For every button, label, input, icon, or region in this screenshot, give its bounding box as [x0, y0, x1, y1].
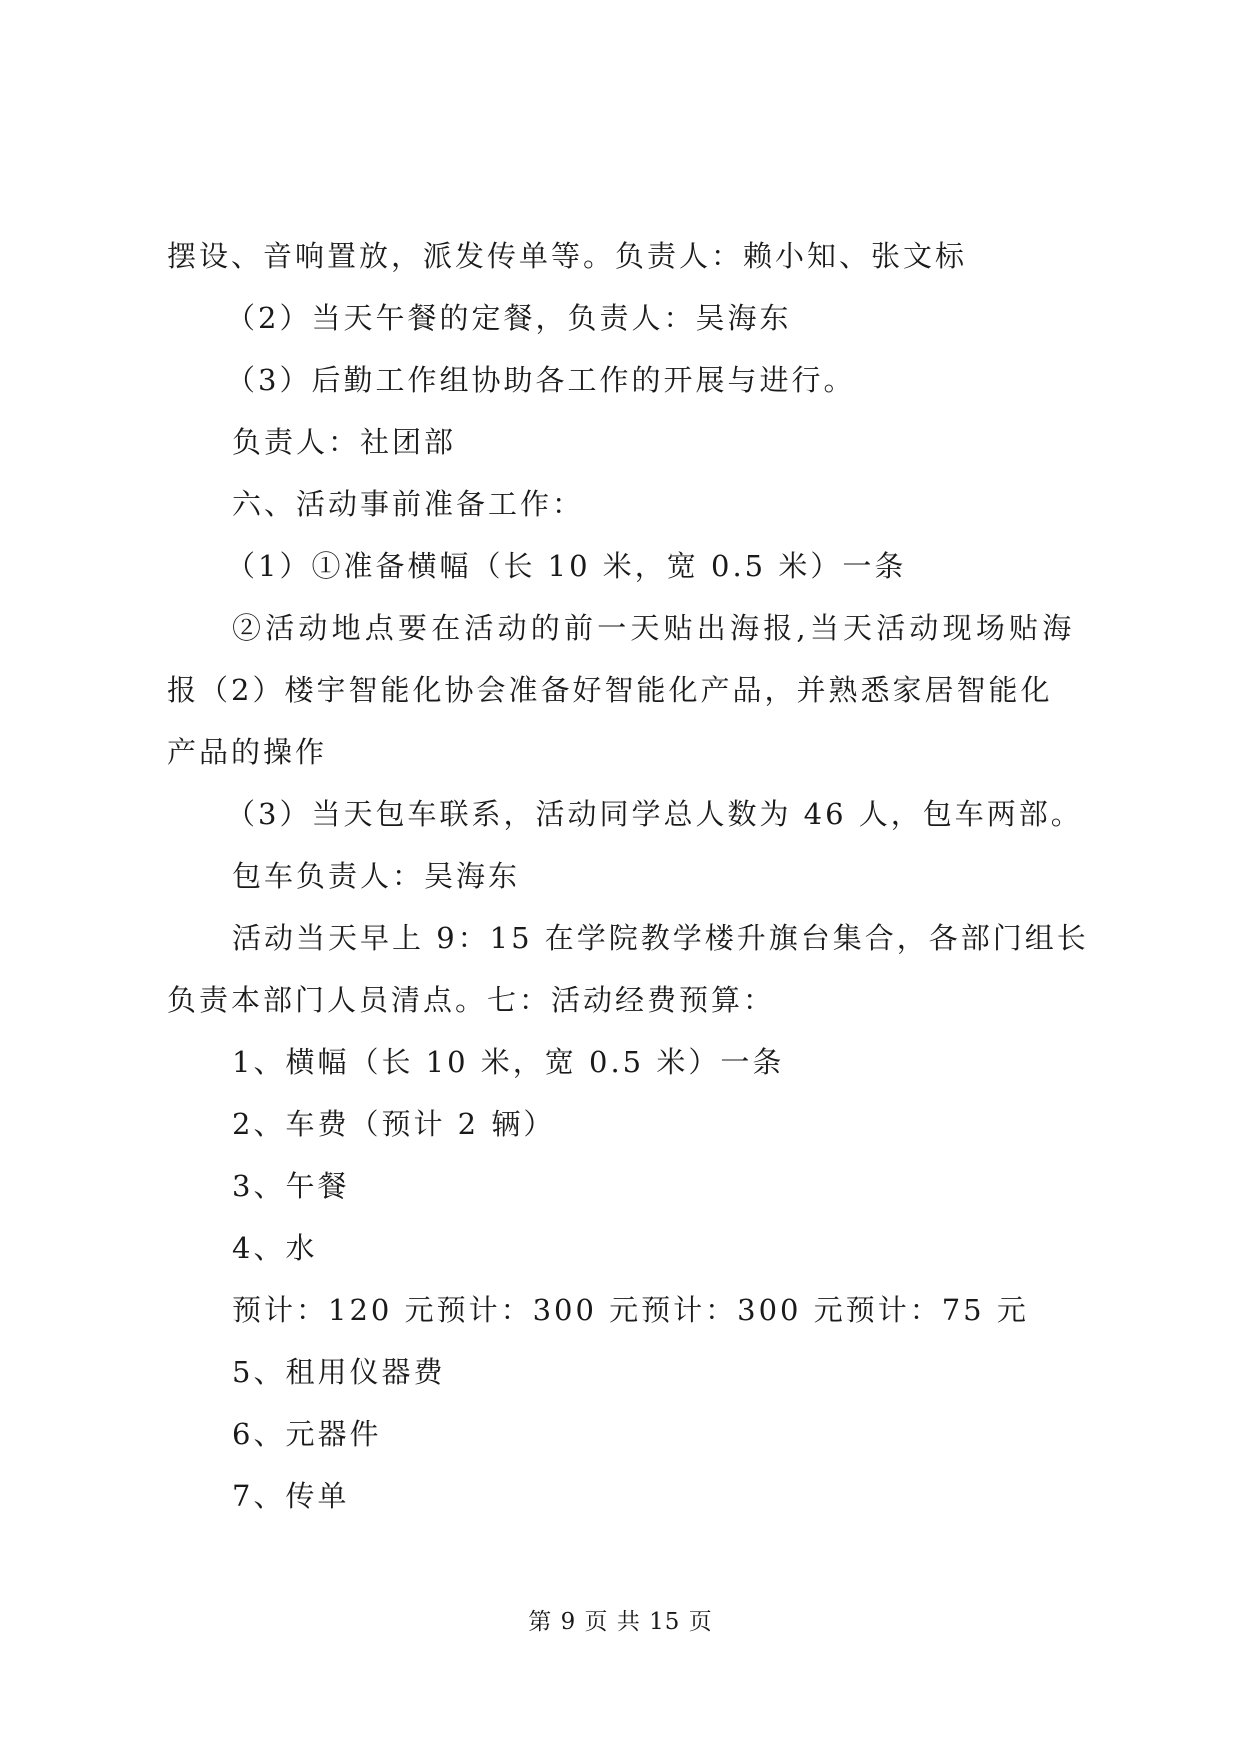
- text-line: 包车负责人：吴海东: [232, 859, 521, 893]
- list-item: 4、水: [232, 1231, 318, 1265]
- page-number-footer: 第 9 页 共 15 页: [528, 1609, 713, 1635]
- text-line: ②活动地点要在活动的前一天贴出海报,当天活动现场贴海: [232, 611, 1076, 645]
- text-line: （1）①准备横幅（长 10 米，宽 0.5 米）一条: [226, 549, 907, 583]
- text-line: 负责人：社团部: [232, 425, 457, 459]
- text-line: 摆设、音响置放，派发传单等。负责人：赖小知、张文标: [167, 239, 968, 273]
- text-line: 报（2）楼宇智能化协会准备好智能化产品，并熟悉家居智能化: [167, 673, 1053, 707]
- text-line: 预计：120 元预计：300 元预计：300 元预计：75 元: [232, 1293, 1029, 1327]
- list-item: 6、元器件: [232, 1417, 382, 1451]
- section-heading: 六、活动事前准备工作：: [232, 487, 585, 521]
- text-line: 负责本部门人员清点。七：活动经费预算：: [167, 983, 776, 1017]
- text-line: 产品的操作: [167, 735, 328, 769]
- list-item: 3、午餐: [232, 1169, 350, 1203]
- list-item: 2、车费（预计 2 辆）: [232, 1107, 556, 1141]
- list-item: 5、租用仪器费: [232, 1355, 446, 1389]
- list-item: 1、横幅（长 10 米，宽 0.5 米）一条: [232, 1045, 785, 1079]
- text-line: （3）当天包车联系，活动同学总人数为 46 人，包车两部。: [226, 797, 1083, 831]
- list-item: 7、传单: [232, 1479, 350, 1513]
- text-line: （2）当天午餐的定餐，负责人：吴海东: [226, 301, 792, 335]
- text-line: 活动当天早上 9：15 在学院教学楼升旗台集合，各部门组长: [232, 921, 1089, 955]
- text-line: （3）后勤工作组协助各工作的开展与进行。: [226, 363, 856, 397]
